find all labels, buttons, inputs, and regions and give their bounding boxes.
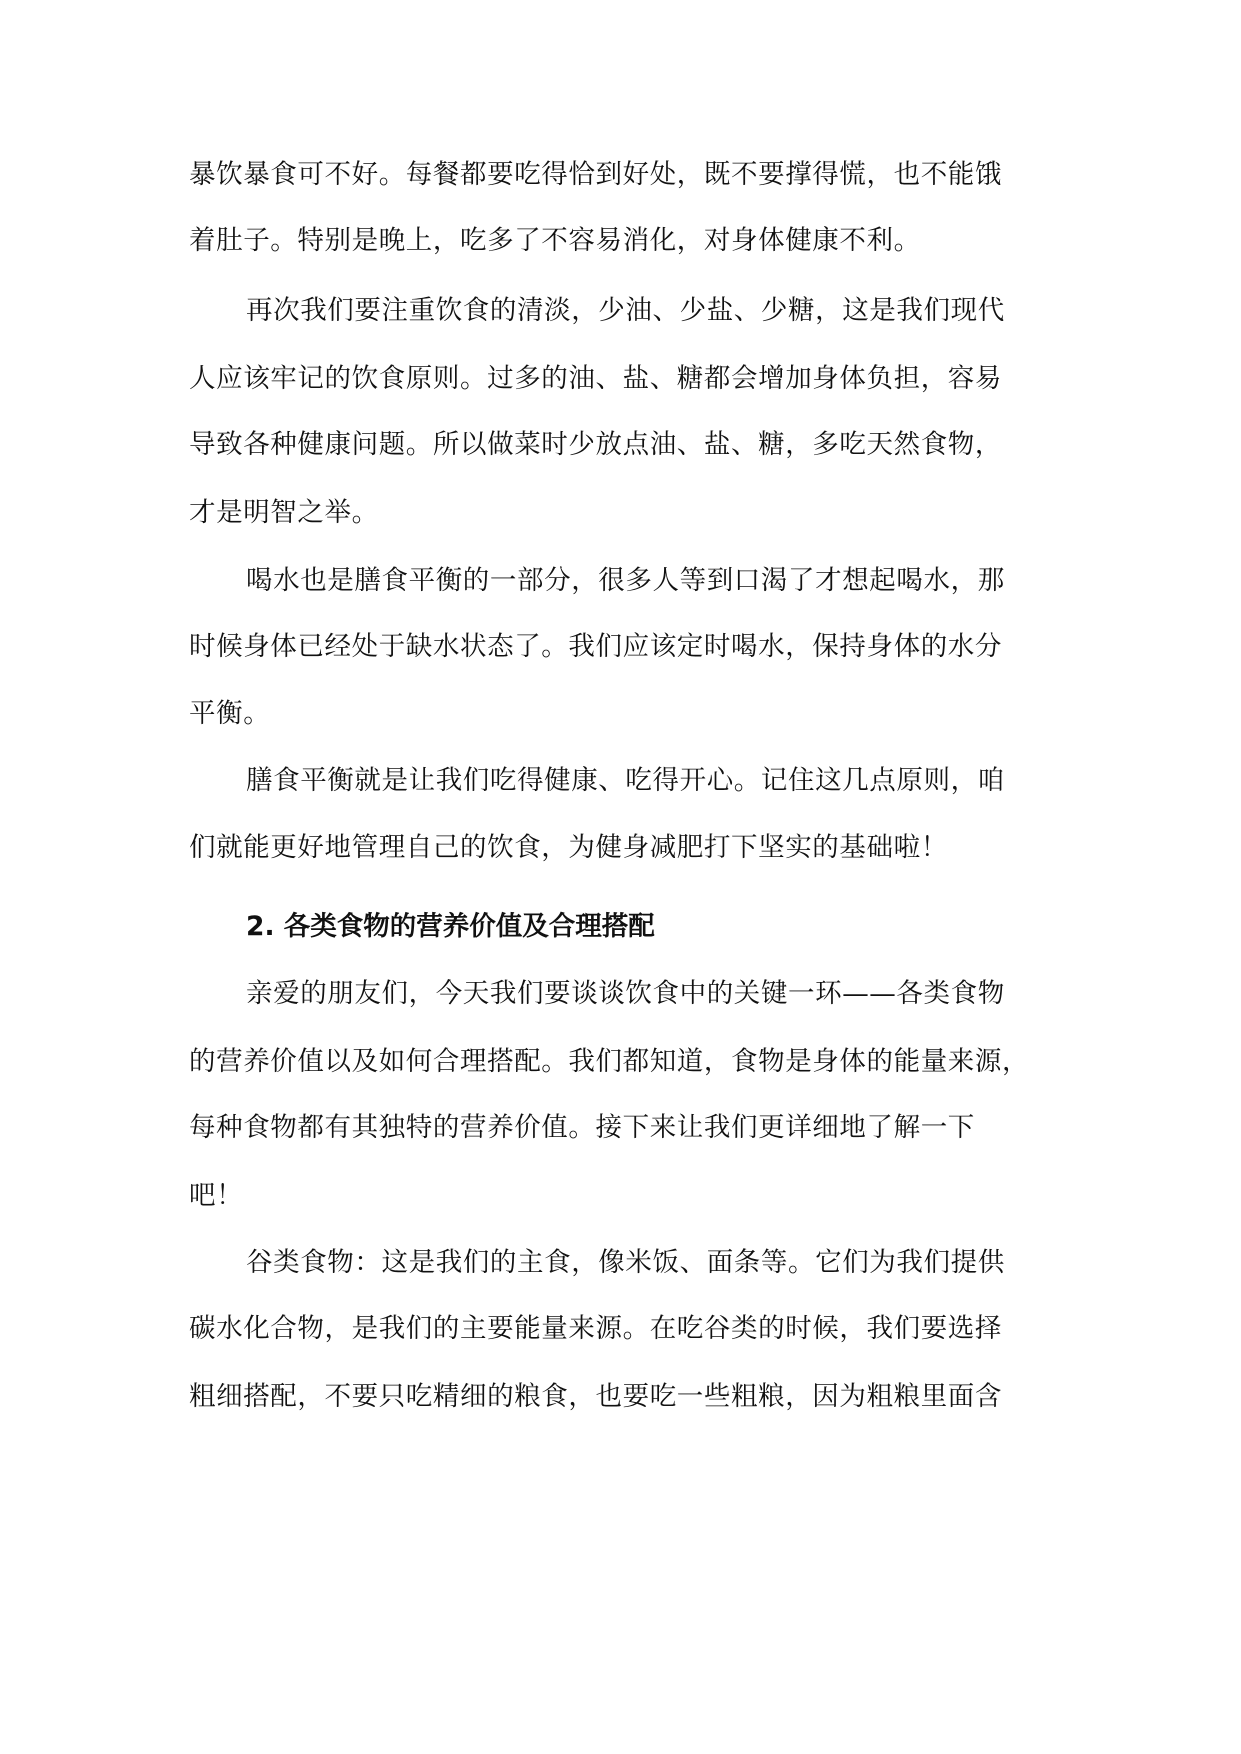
paragraph-line: 谷类食物：这是我们的主食，像米饭、面条等。它们为我们提供 xyxy=(246,1247,1005,1278)
paragraph-line: 时候身体已经处于缺水状态了。我们应该定时喝水，保持身体的水分 xyxy=(189,631,1002,662)
paragraph-line: 喝水也是膳食平衡的一部分，很多人等到口渴了才想起喝水，那 xyxy=(246,565,1005,596)
paragraph-line: 着肚子。特别是晚上，吃多了不容易消化，对身体健康不利。 xyxy=(189,225,921,256)
paragraph-line: 暴饮暴食可不好。每餐都要吃得恰到好处，既不要撑得慌，也不能饿 xyxy=(189,159,1002,190)
paragraph-line: 亲爱的朋友们，今天我们要谈谈饮食中的关键一环——各类食物 xyxy=(246,978,1005,1009)
paragraph-line: 每种食物都有其独特的营养价值。接下来让我们更详细地了解一下 xyxy=(189,1112,975,1143)
paragraph-line: 吧！ xyxy=(189,1180,244,1211)
paragraph-line: 碳水化合物，是我们的主要能量来源。在吃谷类的时候，我们要选择 xyxy=(189,1313,1002,1344)
paragraph-line: 的营养价值以及如何合理搭配。我们都知道，食物是身体的能量来源， xyxy=(189,1046,1030,1077)
paragraph-line: 才是明智之举。 xyxy=(189,497,379,528)
paragraph-line: 人应该牢记的饮食原则。过多的油、盐、糖都会增加身体负担，容易 xyxy=(189,363,1002,394)
paragraph-line: 膳食平衡就是让我们吃得健康、吃得开心。记住这几点原则，咱 xyxy=(246,765,1005,796)
paragraph-line: 们就能更好地管理自己的饮食，为健身减肥打下坚实的基础啦！ xyxy=(189,832,948,863)
paragraph-line: 再次我们要注重饮食的清淡，少油、少盐、少糖，这是我们现代 xyxy=(246,295,1005,326)
paragraph-line: 平衡。 xyxy=(189,698,271,729)
paragraph-line: 粗细搭配，不要只吃精细的粮食，也要吃一些粗粮，因为粗粮里面含 xyxy=(189,1381,1002,1412)
section-heading: 2. 各类食物的营养价值及合理搭配 xyxy=(246,911,655,942)
paragraph-line: 导致各种健康问题。所以做菜时少放点油、盐、糖，多吃天然食物， xyxy=(189,429,1002,460)
